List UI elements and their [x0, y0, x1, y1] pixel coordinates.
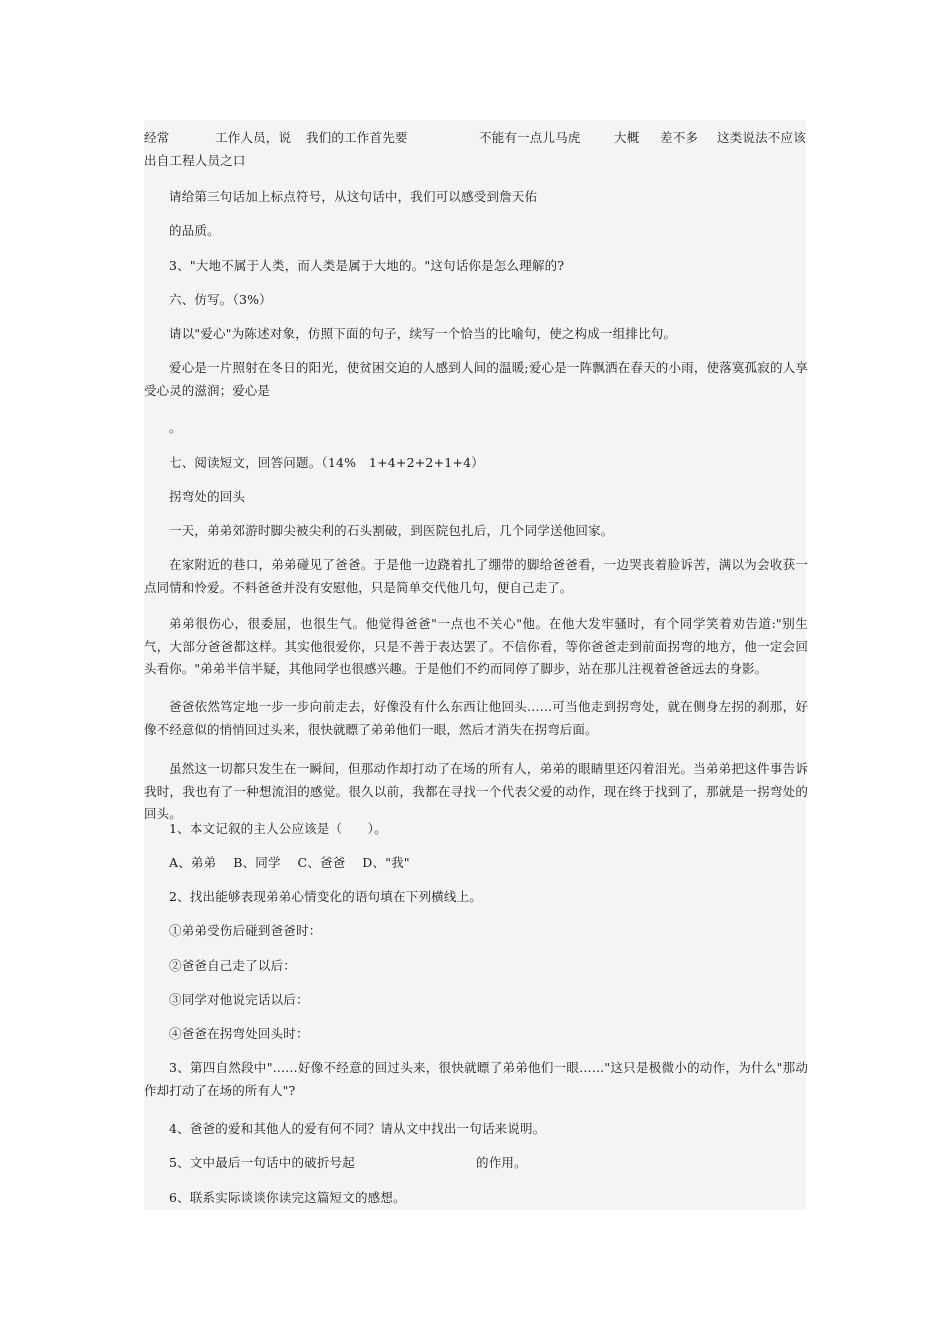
question-text: 4、爸爸的爱和其他人的爱有何不同？请从文中找出一句话来说明。 [169, 1121, 546, 1136]
example-paragraph: 爱心是一片照射在冬日的阳光，使贫困交迫的人感到人间的温暖;爱心是一阵飘洒在春天的小雨，使落寞孤寂的人享受心灵的滋润；爱心是 [144, 360, 808, 398]
answer-options: A、弟弟 B、同学 C、爸爸 D、"我" [169, 855, 410, 870]
question-item: ②爸爸自己走了以后： [169, 958, 297, 973]
question-paragraph: 3、第四自然段中"……好像不经意的回过头来，很快就瞟了弟弟他们一眼……"这只是极微小的动作，为什么"那动作却打动了在场的所有人"? [144, 1060, 808, 1098]
question-text: 5、文中最后一句话中的破折号起 [169, 1155, 355, 1170]
question-text: 请以"爱心"为陈述对象，仿照下面的句子，续写一个恰当的比喻句，使之构成一组排比句。 [169, 326, 677, 341]
article-paragraph: 虽然这一切都只发生在一瞬间，但那动作却打动了在场的所有人，弟弟的眼睛里还闪着泪光。当弟弟把这件事告诉我时，我也有了一种想流泪的感觉。很久以前，我都在寻找一个代表父爱的动作，现在终于找到了，那就是一拐弯处的回头。 [144, 761, 808, 821]
text-fragment: 差不多 [660, 130, 699, 145]
question-item: ④爸爸在拐弯处回头时： [169, 1026, 309, 1041]
text-fragment: 经常 [144, 130, 170, 145]
article-paragraph: 爸爸依然笃定地一步一步向前走去，好像没有什么东西让他回头……可当他走到拐弯处，就在侧身左拐的刹那，好像不经意似的悄悄回过头来，很快就瞟了弟弟他们一眼，然后才消失在拐弯后面。 [144, 699, 808, 737]
article-title: 拐弯处的回头 [169, 489, 246, 504]
text-fragment: 我们的工作首先要 [306, 130, 408, 145]
question-item: ①弟弟受伤后碰到爸爸时： [169, 923, 322, 938]
text-fragment: 这类说法不应该 [717, 130, 806, 145]
question-text: 6、联系实际谈谈你读完这篇短文的感想。 [169, 1190, 406, 1205]
section-heading: 六、仿写。（3%） [169, 292, 272, 307]
text-fragment: 不能有一点儿马虎 [479, 130, 581, 145]
article-paragraph: 一天，弟弟郊游时脚尖被尖利的石头割破，到医院包扎后，几个同学送他回家。 [169, 523, 614, 538]
question-text: 3、"大地不属于人类，而人类是属于大地的。"这句话你是怎么理解的? [169, 258, 565, 273]
question-text: 2、找出能够表现弟弟心情变化的语句填在下列横线上。 [169, 889, 482, 904]
text-fragment: 大概 [614, 130, 640, 145]
first-line [0, 127, 950, 149]
section-heading: 七、阅读短文，回答问题。（14% 1+4+2+2+1+4） [169, 455, 484, 470]
text-fragment: 工作人员，说 [215, 130, 292, 145]
question-text: 请给第三句话加上标点符号，从这句话中，我们可以感受到詹天佑 [169, 189, 538, 204]
text-line: 出自工程人员之口 [144, 153, 246, 168]
question-text: 的作用。 [476, 1155, 527, 1170]
question-text: 的品质。 [169, 223, 220, 238]
article-paragraph: 在家附近的巷口，弟弟碰见了爸爸。于是他一边跷着扎了绷带的脚给爸爸看，一边哭丧着脸诉苦，满以为会收获一点同情和怜爱。不料爸爸并没有安慰他，只是简单交代他几句，便自己走了。 [144, 557, 808, 595]
question-text: 1、本文记叙的主人公应该是（ ）。 [169, 821, 387, 836]
article-paragraph: 弟弟很伤心，很委屈，也很生气。他觉得爸爸"一点也不关心"他。在他大发牢骚时，有个同学笑着劝告道:"别生气，大部分爸爸都这样。其实他很爱你，只是不善于表达罢了。不信你看，等你爸爸走到前面拐弯的地方，他一定会回头看你。"弟弟半信半疑，其他同学也很感兴趣。于是他们不约而同停了脚步，站在那儿注视着爸爸远去的身影。 [144, 616, 808, 676]
text-line: 。 [169, 420, 182, 435]
question-item: ③同学对他说完话以后： [169, 992, 309, 1007]
